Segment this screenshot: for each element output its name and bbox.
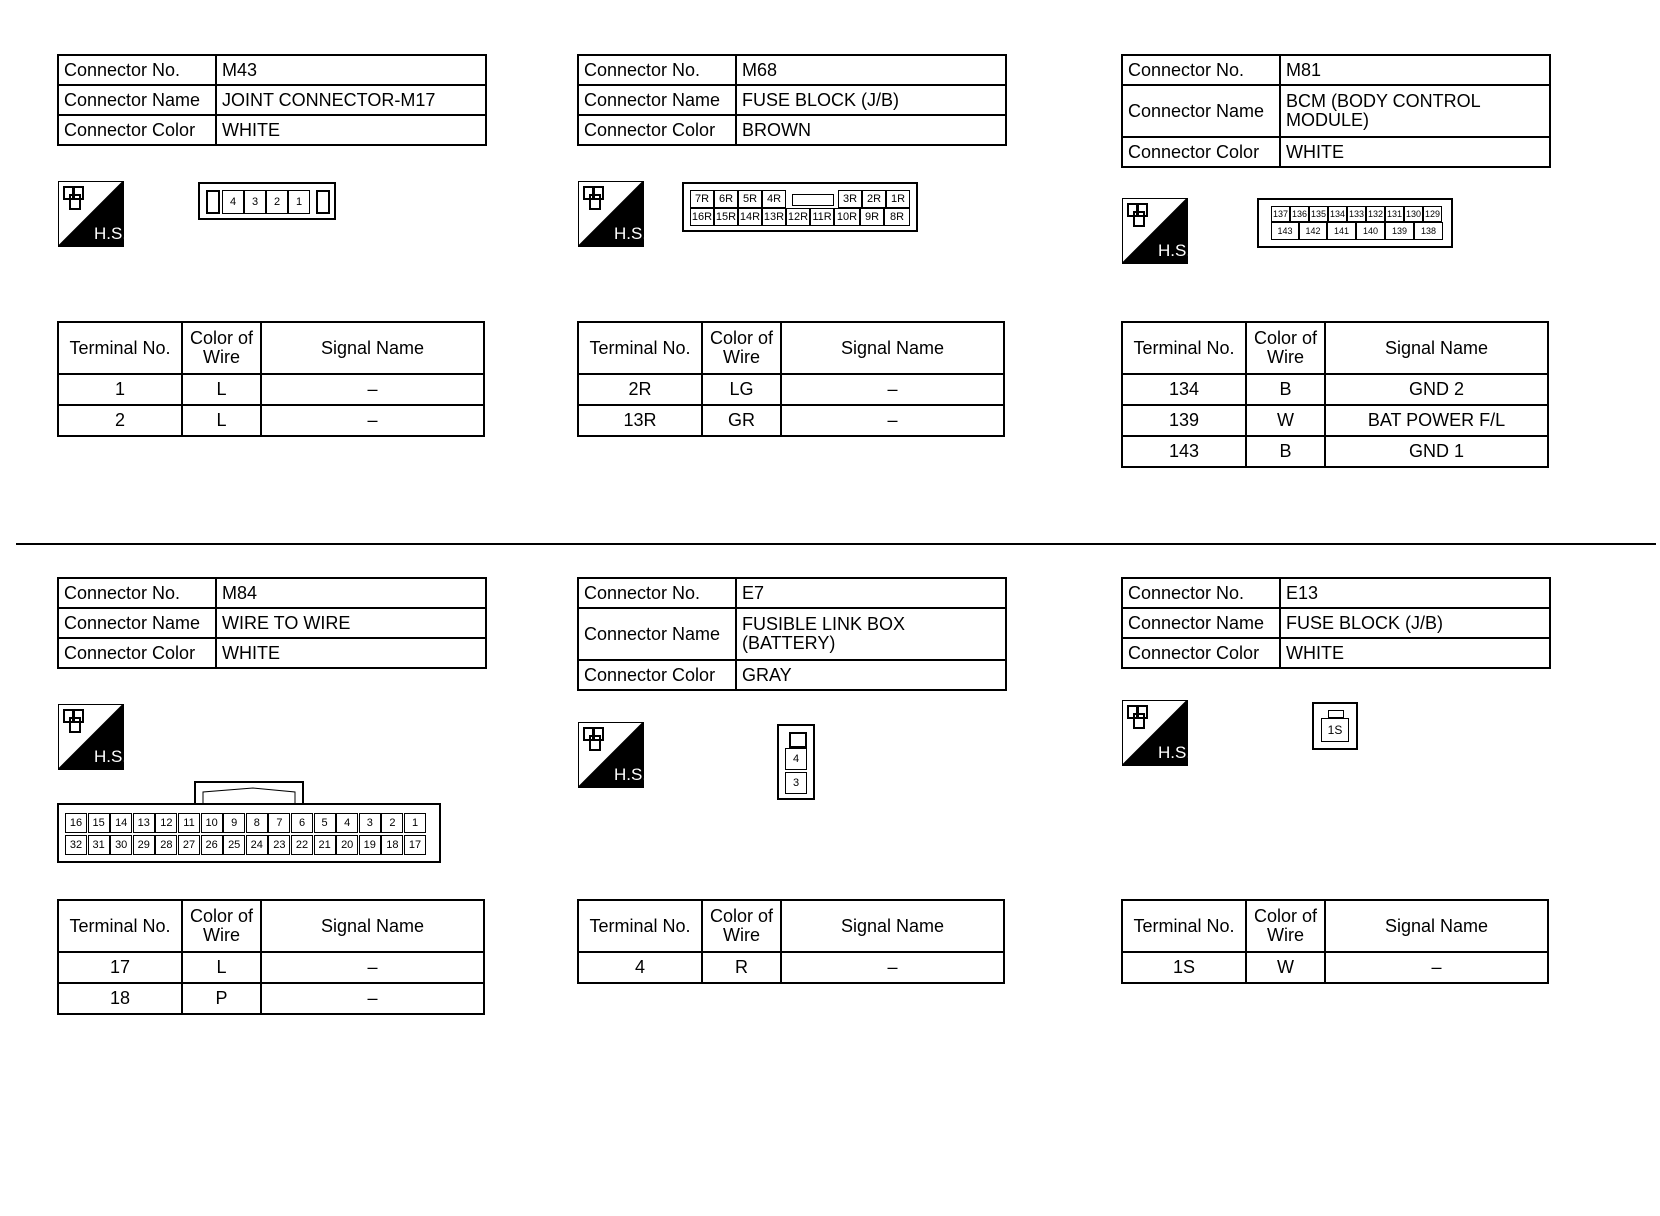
pin: 2R: [862, 190, 886, 208]
terminal-no-header: Terminal No.: [58, 900, 182, 952]
pin: 12R: [786, 208, 810, 226]
section-divider: [16, 543, 1656, 545]
connector-name-label: Connector Name: [1122, 608, 1280, 638]
signal-cell: –: [1325, 952, 1548, 983]
connector-no-value: M84: [216, 578, 486, 608]
connector-name-value: BCM (BODY CONTROL MODULE): [1280, 85, 1550, 137]
connector-color-value: BROWN: [736, 115, 1006, 145]
table-row: [58, 952, 484, 983]
color-of-wire-header: Color of Wire: [702, 900, 781, 952]
pin: 143: [1271, 222, 1299, 240]
pin: 134: [1328, 206, 1347, 222]
pin: 131: [1385, 206, 1404, 222]
pin: 11: [178, 813, 200, 833]
hs-label: H.S.: [94, 747, 124, 766]
pin: 7: [268, 813, 290, 833]
signal-cell: –: [781, 952, 1004, 983]
connector-face-e13: [1312, 702, 1358, 750]
color-of-wire-header: Color of Wire: [1246, 900, 1325, 952]
signal-name-header: Signal Name: [1325, 900, 1548, 952]
pin: 14R: [738, 208, 762, 226]
signal-name-header: Signal Name: [261, 900, 484, 952]
signal-cell: –: [261, 983, 484, 1014]
wire-color-cell: L: [182, 952, 261, 983]
pin: 23: [268, 835, 290, 855]
pin: 8R: [884, 208, 910, 226]
pin: 17: [404, 835, 426, 855]
table-row: [58, 405, 484, 436]
table-row: [578, 374, 1004, 405]
terminal-table: [57, 321, 485, 437]
terminal-no-header: Terminal No.: [578, 900, 702, 952]
connector-face-m68: [682, 182, 918, 232]
pin: 20: [336, 835, 358, 855]
signal-cell: –: [781, 405, 1004, 436]
connector-name-label: Connector Name: [58, 608, 216, 638]
terminal-cell: 1: [58, 374, 182, 405]
signal-name-header: Signal Name: [1325, 322, 1548, 374]
terminal-cell: 134: [1122, 374, 1246, 405]
table-row: [1122, 952, 1548, 983]
signal-name-header: Signal Name: [781, 900, 1004, 952]
signal-cell: –: [781, 374, 1004, 405]
terminal-cell: 143: [1122, 436, 1246, 467]
connector-name-label: Connector Name: [578, 608, 736, 660]
hs-label: H.S.: [1158, 743, 1188, 762]
pin: 139: [1385, 222, 1414, 240]
terminal-table: [57, 899, 485, 1015]
pin: 22: [291, 835, 313, 855]
hs-harness-side-icon: [1122, 198, 1188, 264]
pin: 21: [314, 835, 336, 855]
pin: 13R: [762, 208, 786, 226]
pin: 1R: [886, 190, 910, 208]
wire-color-cell: L: [182, 405, 261, 436]
terminal-no-header: Terminal No.: [578, 322, 702, 374]
connector-no-label: Connector No.: [1122, 55, 1280, 85]
connector-color-label: Connector Color: [58, 115, 216, 145]
connector-color-value: WHITE: [216, 638, 486, 668]
pin: 1S: [1321, 718, 1349, 742]
terminal-cell: 18: [58, 983, 182, 1014]
pin: 26: [201, 835, 223, 855]
pin: 4: [336, 813, 358, 833]
wire-color-cell: B: [1246, 374, 1325, 405]
hs-harness-side-icon: [1122, 700, 1188, 766]
connector-face-m43: [198, 182, 336, 220]
pin: 14: [110, 813, 132, 833]
terminal-table: [577, 321, 1005, 437]
wire-color-cell: W: [1246, 405, 1325, 436]
table-row: [58, 983, 484, 1014]
connector-face-e7: [777, 724, 815, 800]
signal-cell: BAT POWER F/L: [1325, 405, 1548, 436]
signal-cell: –: [261, 374, 484, 405]
connector-name-value: FUSIBLE LINK BOX (BATTERY): [736, 608, 1006, 660]
pin: 7R: [690, 190, 714, 208]
terminal-cell: 13R: [578, 405, 702, 436]
connector-name-label: Connector Name: [578, 85, 736, 115]
pin: 138: [1414, 222, 1443, 240]
wire-color-cell: L: [182, 374, 261, 405]
pin: 4R: [762, 190, 786, 208]
table-row: [578, 405, 1004, 436]
pin: 4: [222, 190, 244, 214]
pin: 16R: [690, 208, 714, 226]
pin: 8: [246, 813, 268, 833]
connector-no-label: Connector No.: [578, 55, 736, 85]
connector-info-table: [1121, 54, 1551, 168]
pin: 10: [201, 813, 223, 833]
hs-harness-side-icon: [58, 704, 124, 770]
table-row: [578, 952, 1004, 983]
terminal-cell: 139: [1122, 405, 1246, 436]
hs-label: H.S.: [94, 224, 124, 243]
connector-color-value: WHITE: [1280, 638, 1550, 668]
connector-color-label: Connector Color: [1122, 638, 1280, 668]
pin: 6R: [714, 190, 738, 208]
connector-no-value: E7: [736, 578, 1006, 608]
pin: 4: [785, 748, 807, 770]
pin: 9R: [860, 208, 884, 226]
wire-color-cell: R: [702, 952, 781, 983]
pin: 11R: [810, 208, 834, 226]
connector-no-value: E13: [1280, 578, 1550, 608]
pin: 1: [404, 813, 426, 833]
connector-face-m81: [1257, 198, 1453, 248]
connector-name-value: WIRE TO WIRE: [216, 608, 486, 638]
hs-harness-side-icon: [578, 722, 644, 788]
signal-name-header: Signal Name: [781, 322, 1004, 374]
connector-no-value: M68: [736, 55, 1006, 85]
table-row: [1122, 374, 1548, 405]
pin: 1: [288, 190, 310, 214]
pin: 142: [1299, 222, 1327, 240]
pin: 16: [65, 813, 87, 833]
pin: 15: [88, 813, 110, 833]
color-of-wire-header: Color of Wire: [1246, 322, 1325, 374]
pin: 3: [244, 190, 266, 214]
pin: 19: [359, 835, 381, 855]
terminal-cell: 1S: [1122, 952, 1246, 983]
terminal-no-header: Terminal No.: [1122, 322, 1246, 374]
pin: 141: [1327, 222, 1356, 240]
pin: 2: [381, 813, 403, 833]
key-slot: [792, 194, 834, 206]
connector-info-table: [1121, 577, 1551, 669]
pin: 24: [246, 835, 268, 855]
table-row: [1122, 405, 1548, 436]
pin: 6: [291, 813, 313, 833]
wire-color-cell: W: [1246, 952, 1325, 983]
pin: 3: [785, 772, 807, 794]
hs-label: H.S.: [1158, 241, 1188, 260]
terminal-cell: 2: [58, 405, 182, 436]
connector-color-value: WHITE: [216, 115, 486, 145]
terminal-table: [1121, 899, 1549, 984]
pin: 31: [88, 835, 110, 855]
signal-cell: GND 1: [1325, 436, 1548, 467]
wire-color-cell: P: [182, 983, 261, 1014]
pin: 27: [178, 835, 200, 855]
connector-color-label: Connector Color: [578, 115, 736, 145]
pin: 136: [1290, 206, 1309, 222]
pin: 18: [381, 835, 403, 855]
hs-label: H.S.: [614, 224, 644, 243]
connector-name-value: FUSE BLOCK (J/B): [736, 85, 1006, 115]
pin: 3R: [838, 190, 862, 208]
pin: 32: [65, 835, 87, 855]
pin: 13: [133, 813, 155, 833]
connector-no-value: M43: [216, 55, 486, 85]
table-row: [1122, 436, 1548, 467]
pin: 10R: [834, 208, 860, 226]
pin: 25: [223, 835, 245, 855]
connector-no-label: Connector No.: [58, 578, 216, 608]
pin: 28: [155, 835, 177, 855]
terminal-no-header: Terminal No.: [1122, 900, 1246, 952]
connector-color-label: Connector Color: [578, 660, 736, 690]
signal-name-header: Signal Name: [261, 322, 484, 374]
signal-cell: –: [261, 405, 484, 436]
pin: 133: [1347, 206, 1366, 222]
connector-face-m84: [57, 780, 441, 864]
hs-label: H.S.: [614, 765, 644, 784]
pin: 2: [266, 190, 288, 214]
color-of-wire-header: Color of Wire: [182, 322, 261, 374]
pin: 5: [314, 813, 336, 833]
table-row: [58, 374, 484, 405]
hs-harness-side-icon: [58, 181, 124, 247]
terminal-cell: 17: [58, 952, 182, 983]
pin: 130: [1404, 206, 1423, 222]
pin: 137: [1271, 206, 1290, 222]
terminal-cell: 4: [578, 952, 702, 983]
wire-color-cell: GR: [702, 405, 781, 436]
pin: 140: [1356, 222, 1385, 240]
connector-no-label: Connector No.: [58, 55, 216, 85]
terminal-no-header: Terminal No.: [58, 322, 182, 374]
pin: 30: [110, 835, 132, 855]
pin: 9: [223, 813, 245, 833]
pin: 29: [133, 835, 155, 855]
terminal-table: [577, 899, 1005, 984]
color-of-wire-header: Color of Wire: [702, 322, 781, 374]
connector-info-table: [577, 54, 1007, 146]
terminal-table: [1121, 321, 1549, 468]
connector-no-value: M81: [1280, 55, 1550, 85]
pin: 15R: [714, 208, 738, 226]
connector-info-table: [577, 577, 1007, 691]
signal-cell: GND 2: [1325, 374, 1548, 405]
connector-color-value: GRAY: [736, 660, 1006, 690]
terminal-cell: 2R: [578, 374, 702, 405]
connector-no-label: Connector No.: [578, 578, 736, 608]
pin: 12: [155, 813, 177, 833]
pin: 129: [1423, 206, 1442, 222]
connector-name-label: Connector Name: [58, 85, 216, 115]
connector-color-value: WHITE: [1280, 137, 1550, 167]
wire-color-cell: LG: [702, 374, 781, 405]
connector-name-value: FUSE BLOCK (J/B): [1280, 608, 1550, 638]
connector-name-value: JOINT CONNECTOR-M17: [216, 85, 486, 115]
pin: 135: [1309, 206, 1328, 222]
signal-cell: –: [261, 952, 484, 983]
wire-color-cell: B: [1246, 436, 1325, 467]
color-of-wire-header: Color of Wire: [182, 900, 261, 952]
hs-harness-side-icon: [578, 181, 644, 247]
connector-info-table: [57, 54, 487, 146]
pin: 3: [359, 813, 381, 833]
connector-color-label: Connector Color: [1122, 137, 1280, 167]
pin: 132: [1366, 206, 1385, 222]
connector-color-label: Connector Color: [58, 638, 216, 668]
connector-info-table: [57, 577, 487, 669]
connector-name-label: Connector Name: [1122, 85, 1280, 137]
pin: 5R: [738, 190, 762, 208]
connector-no-label: Connector No.: [1122, 578, 1280, 608]
